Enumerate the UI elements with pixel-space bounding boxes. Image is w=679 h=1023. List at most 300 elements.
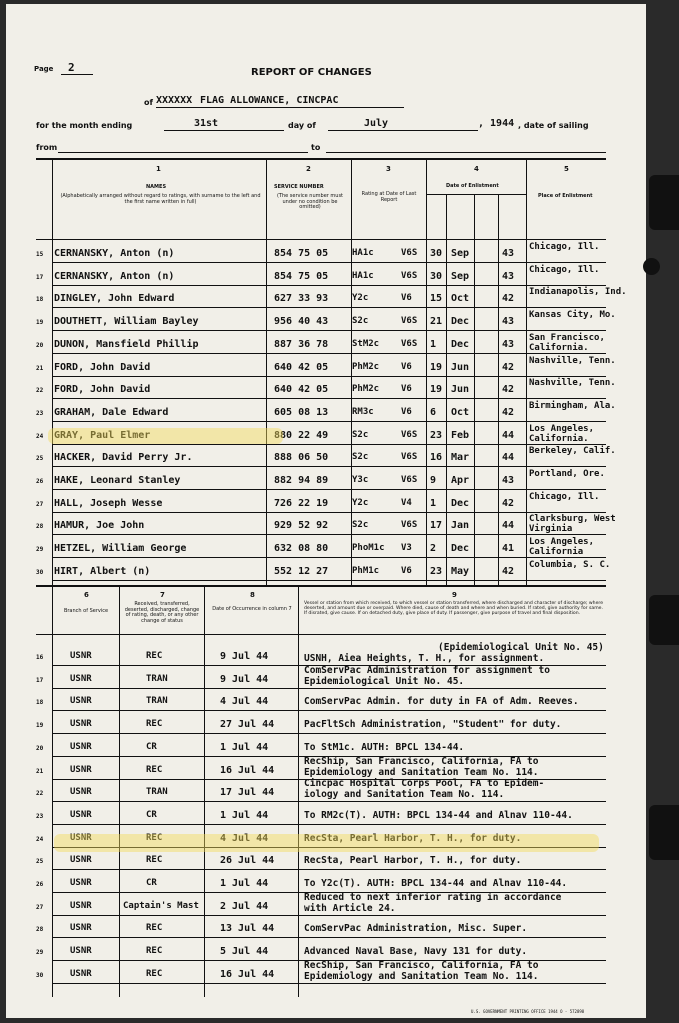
enlist-year-cell: 42: [502, 565, 515, 577]
row-rule: [52, 398, 606, 399]
service-number-cell: 726 22 19: [274, 497, 329, 509]
table-row: [6, 446, 646, 466]
printing-office-footer: U.S. GOVERNMENT PRINTING OFFICE 1944 O - 572898: [471, 1009, 585, 1014]
table-row: [6, 920, 646, 937]
table-row: [6, 287, 646, 307]
rating-cell: PhM1c: [352, 565, 380, 576]
enlist-day-cell: 1: [430, 338, 437, 350]
place-cell: Nashville, Tenn.: [529, 378, 616, 389]
enlist-year-cell: 44: [502, 429, 515, 441]
enlist-month-cell: Dec: [451, 497, 470, 509]
row-number: 22: [36, 790, 44, 798]
date-cell: 16 Jul 44: [220, 764, 275, 776]
row-number: 17: [36, 273, 44, 281]
row-rule: [52, 489, 606, 490]
date-cell: 16 Jul 44: [220, 968, 275, 980]
change-cell: CR: [146, 741, 157, 752]
service-number-cell: 627 33 93: [274, 293, 329, 305]
place-cell: Chicago, Ill.: [529, 264, 600, 275]
enlist-day-cell: 6: [430, 406, 437, 418]
binder-tab-3: [649, 805, 679, 860]
remarks-line: Advanced Naval Base, Navy 131 for duty.: [304, 946, 528, 958]
change-cell: CR: [146, 878, 157, 888]
row-rule: [52, 534, 606, 535]
enlist-year-cell: 43: [502, 316, 515, 328]
row-number: 30: [36, 971, 44, 979]
place-cell: Chicago, Ill.: [529, 242, 600, 252]
row-rule: [52, 466, 606, 467]
class-cell: V6S: [401, 338, 418, 349]
name-cell: FORD, John David: [54, 361, 151, 373]
class-cell: V6: [401, 361, 412, 372]
branch-cell: USNR: [70, 946, 92, 957]
name-cell: CERNANSKY, Anton (n): [54, 248, 175, 259]
change-cell: TRAN: [146, 696, 168, 707]
rating-cell: StM2c: [352, 338, 380, 349]
name-cell: DUNON, Mansfield Phillip: [54, 338, 199, 350]
row-rule: [52, 710, 606, 711]
remarks-line: with Article 24.: [304, 902, 396, 914]
service-number-cell: 632 08 80: [274, 543, 329, 555]
branch-cell: USNR: [70, 968, 92, 979]
table-row: [6, 943, 646, 960]
place-cell: Indianapolis, Ind.: [529, 287, 627, 298]
page-number: 2: [68, 61, 75, 74]
enlist-day-cell: 21: [430, 316, 443, 328]
row-number: 16: [36, 654, 44, 661]
remarks-line: RecShip, San Francisco, California, FA to: [304, 959, 539, 971]
row-rule: [52, 330, 606, 331]
enlist-month-cell: Apr: [451, 475, 470, 486]
enlist-month-cell: Jun: [451, 384, 470, 396]
name-cell: GRAHAM, Dale Edward: [54, 406, 169, 418]
highlight-gray-name: [48, 428, 283, 444]
col-5-number: 5: [564, 165, 569, 173]
table-row: [6, 332, 646, 353]
service-note: (The service number must under no condition be omitted): [276, 193, 344, 210]
remarks-line: RecShip, San Francisco, California, FA to: [304, 755, 539, 767]
date-enlistment-header: Date of Enlistment: [446, 183, 499, 189]
remarks-line: Epidemiology and Sanitation Team No. 114.: [304, 766, 539, 778]
row-number: 18: [36, 699, 44, 707]
change-cell: REC: [146, 719, 163, 730]
branch-cell: USNR: [70, 855, 92, 866]
enlist-year-cell: 43: [502, 475, 515, 486]
date-cell: 1 Jul 44: [220, 809, 269, 821]
remarks-line: ComServPac Administration for assignment to: [304, 664, 550, 676]
table-row: [6, 852, 646, 869]
table-row: [6, 664, 646, 688]
enlist-month-cell: Feb: [451, 429, 470, 441]
row-rule: [52, 869, 606, 870]
table-row: [6, 755, 646, 779]
row-rule: [52, 983, 606, 984]
enlist-year-cell: 42: [502, 406, 515, 418]
service-number-cell: 888 06 50: [274, 452, 329, 464]
row-number: 29: [36, 949, 44, 957]
remarks-line: Reduced to next inferior rating in accordance: [304, 891, 562, 903]
change-cell: Captain's Mast: [123, 900, 199, 911]
enlist-day-cell: 2: [430, 543, 437, 555]
place-cell: Birmingham, Ala.: [529, 400, 616, 411]
branch-cell: USNR: [70, 832, 92, 843]
row-number: 23: [36, 812, 44, 820]
enlist-month-cell: Jan: [451, 520, 470, 532]
row-rule: [52, 421, 606, 422]
rating-cell: PhM2c: [352, 361, 380, 372]
remarks-line: RecSta, Pearl Harbor, T. H., for duty.: [304, 832, 522, 844]
class-cell: V6S: [401, 429, 418, 440]
row-number: 25: [36, 858, 44, 866]
rating-cell: S2c: [352, 520, 369, 531]
enlist-year-cell: 43: [502, 338, 515, 350]
table-row: [6, 778, 646, 801]
name-cell: DOUTHETT, William Bayley: [54, 316, 199, 328]
struck-text: XXXXXX: [156, 95, 193, 106]
change-cell: REC: [146, 968, 163, 979]
binder-tab-1: [649, 175, 679, 230]
row-number: 25: [36, 455, 44, 463]
class-cell: V6: [401, 293, 412, 304]
change-header: Received, transferred, deserted, discharged, change of rating, death, or any other change of status: [124, 601, 200, 624]
remarks-line: ComServPac Admin. for duty in FA of Adm. Reeves.: [304, 696, 579, 708]
name-cell: FORD, John David: [54, 384, 151, 396]
place-cell: Los Angeles, California.: [529, 423, 595, 444]
name-cell: HETZEL, William George: [54, 543, 187, 555]
table-row: [6, 469, 646, 489]
col-2-number: 2: [306, 165, 311, 173]
enlist-year-cell: 42: [502, 361, 515, 373]
service-number-cell: 640 42 05: [274, 384, 329, 396]
row-number: 27: [36, 500, 44, 508]
enlist-year-cell: 41: [502, 543, 515, 555]
row-rule: [52, 557, 606, 558]
row-number: 22: [36, 387, 44, 395]
name-cell: HAKE, Leonard Stanley: [54, 475, 181, 486]
page-label: Page: [34, 65, 54, 73]
row-number: 29: [36, 546, 44, 554]
place-cell: Columbia, S. C.: [529, 559, 611, 570]
change-cell: CR: [146, 809, 157, 820]
remarks-line: iology and Sanitation Team No. 114.: [304, 789, 505, 801]
enlist-month-cell: Jun: [451, 361, 470, 373]
name-cell: HALL, Joseph Wesse: [54, 497, 163, 509]
place-cell: Kansas City, Mo.: [529, 310, 616, 321]
enlist-month-cell: Sep: [451, 270, 470, 282]
table-row: [6, 514, 646, 535]
table-row: [6, 400, 646, 421]
remarks-line: To RM2c(T). AUTH: BPCL 134-44 and Alnav 110-44.: [304, 809, 573, 821]
row-number: 20: [36, 744, 44, 752]
date-cell: 4 Jul 44: [220, 696, 269, 708]
enlist-day-cell: 23: [430, 565, 443, 577]
service-number-cell: 854 75 05: [274, 248, 329, 259]
names-note: (Alphabetically arranged without regard to ratings, with surname to the left and the first name written in full): [60, 193, 261, 205]
table-row: [6, 642, 646, 665]
remarks-line: Cincpac Hospital Corps Pool, FA to Epidem-: [304, 778, 545, 790]
service-number-cell: 640 42 05: [274, 361, 329, 373]
row-number: 21: [36, 767, 44, 775]
rating-cell: Y2c: [352, 293, 369, 304]
rating-cell: S2c: [352, 429, 369, 440]
name-cell: HIRT, Albert (n): [54, 565, 151, 577]
row-number: 19: [36, 722, 44, 730]
row-rule: [52, 801, 606, 802]
table-row: [6, 891, 646, 915]
place-enlistment-header: Place of Enlistment: [538, 193, 593, 199]
table-row: [6, 242, 646, 262]
enlist-day-cell: 9: [430, 475, 437, 486]
date-cell: 17 Jul 44: [220, 787, 275, 799]
remarks-line: USNH, Aiea Heights, T. H., for assignment.: [304, 653, 545, 664]
date-occurrence-header: Date of Occurrence in column 7: [212, 606, 292, 612]
enlist-month-cell: May: [451, 565, 470, 577]
enlist-day-cell: 19: [430, 384, 443, 396]
rating-cell: HA1c: [352, 270, 374, 281]
enlist-month-cell: Dec: [451, 338, 470, 350]
service-number-cell: 887 36 78: [274, 338, 329, 350]
row-rule: [52, 824, 606, 825]
name-cell: HAMUR, Joe John: [54, 520, 145, 532]
table-row: [6, 807, 646, 824]
date-cell: 4 Jul 44: [220, 832, 269, 844]
table-row: [6, 264, 646, 285]
change-cell: REC: [146, 651, 163, 661]
enlist-month-cell: Dec: [451, 316, 470, 328]
table-row: [6, 875, 646, 892]
row-rule: [52, 376, 606, 377]
col-3-number: 3: [386, 165, 391, 173]
enlist-year-cell: 42: [502, 497, 515, 509]
table-row: [6, 693, 646, 710]
date-cell: 9 Jul 44: [220, 651, 269, 662]
table-row: [6, 355, 646, 376]
date-sailing-label: , date of sailing: [518, 121, 589, 130]
date-cell: 13 Jul 44: [220, 923, 275, 935]
change-cell: REC: [146, 923, 163, 934]
row-number: 30: [36, 568, 44, 576]
col-7-number: 7: [160, 591, 165, 599]
row-number: 15: [36, 251, 44, 258]
remarks-line: ComServPac Administration, Misc. Super.: [304, 923, 528, 935]
class-cell: V6S: [401, 248, 418, 258]
branch-cell: USNR: [70, 764, 92, 775]
row-number: 19: [36, 319, 44, 327]
row-rule: [52, 688, 606, 689]
table-row: [6, 491, 646, 512]
enlist-day-cell: 30: [430, 270, 443, 282]
day-of-label: day of: [288, 121, 316, 130]
rating-cell: PhoM1c: [352, 543, 385, 554]
enlist-year-cell: 42: [502, 384, 515, 396]
class-cell: V3: [401, 543, 412, 554]
row-number: 17: [36, 676, 44, 684]
table-row: [6, 310, 646, 330]
table-row: [6, 559, 646, 580]
enlist-year-cell: 43: [502, 270, 515, 282]
service-number-cell: 882 94 89: [274, 475, 329, 486]
page-title: REPORT OF CHANGES: [251, 67, 372, 78]
branch-cell: USNR: [70, 741, 92, 752]
class-cell: V6: [401, 565, 412, 576]
enlist-day-cell: 1: [430, 497, 437, 509]
place-cell: San Francisco, California.: [529, 332, 605, 353]
branch-cell: USNR: [70, 900, 92, 911]
class-cell: V6: [401, 406, 412, 417]
service-number-cell: 929 52 92: [274, 520, 329, 532]
class-cell: V6: [401, 384, 412, 395]
rating-cell: S2c: [352, 316, 369, 327]
enlist-day-cell: 19: [430, 361, 443, 373]
branch-header: Branch of Service: [63, 608, 109, 614]
table-row: [6, 739, 646, 756]
remarks-line: To Y2c(T). AUTH: BPCL 134-44 and Alnav 110-44.: [304, 878, 568, 889]
remarks-line: To StM1c. AUTH: BPCL 134-44.: [304, 741, 465, 753]
month-value: July: [364, 118, 389, 129]
row-rule: [52, 512, 606, 513]
day-value: 31st: [194, 118, 219, 129]
enlist-month-cell: Sep: [451, 248, 470, 259]
rating-cell: PhM2c: [352, 384, 380, 395]
enlist-day-cell: 15: [430, 293, 443, 305]
row-number: 18: [36, 296, 44, 304]
date-cell: 26 Jul 44: [220, 855, 275, 867]
row-rule: [52, 285, 606, 286]
row-number: 23: [36, 409, 44, 417]
row-number: 28: [36, 926, 44, 934]
place-cell: Chicago, Ill.: [529, 491, 600, 502]
service-number-cell: 956 40 43: [274, 316, 329, 328]
enlist-year-cell: 43: [502, 248, 515, 259]
remarks-line: RecSta, Pearl Harbor, T. H., for duty.: [304, 855, 522, 867]
class-cell: V6S: [401, 270, 418, 281]
class-cell: V4: [401, 497, 412, 508]
enlist-month-cell: Oct: [451, 293, 470, 305]
row-number: 28: [36, 523, 44, 531]
vessel-header: Vessel or station from which received, to which vessel or station transferred, where discharged and character of discharge; where deserted, and amount due or overpaid. Where died, cause of death and where and when buried. If rated, give authority for same. If disrated, give cause. If on detached duty, give place of duty. If passenger, give purpose of travel and final disposition.: [304, 601, 604, 617]
enlist-day-cell: 30: [430, 248, 443, 259]
enlist-day-cell: 16: [430, 452, 443, 464]
col-1-number: 1: [156, 165, 161, 173]
place-cell: Clarksburg, West Virginia: [529, 514, 616, 535]
change-cell: TRAN: [146, 787, 168, 798]
name-cell: GRAY, Paul Elmer: [54, 429, 151, 441]
row-number: 24: [36, 835, 44, 843]
place-cell: Nashville, Tenn.: [529, 355, 616, 366]
col-6-number: 6: [84, 591, 89, 599]
row-rule: [52, 733, 606, 734]
date-cell: 5 Jul 44: [220, 946, 269, 958]
remarks-line: Epidemiological Unit No. 45.: [304, 675, 465, 687]
remarks-line: PacFltSch Administration, "Student" for duty.: [304, 719, 562, 731]
change-cell: REC: [146, 764, 163, 775]
row-rule: [52, 262, 606, 263]
name-cell: CERNANSKY, Anton (n): [54, 270, 175, 282]
table-row: [6, 716, 646, 733]
name-cell: DINGLEY, John Edward: [54, 293, 175, 305]
row-number: 26: [36, 478, 44, 485]
rating-cell: S2c: [352, 452, 369, 463]
report-page: [6, 4, 646, 1018]
rating-cell: Y3c: [352, 475, 369, 485]
col-8-number: 8: [250, 591, 255, 599]
enlist-month-cell: Dec: [451, 543, 470, 555]
branch-cell: USNR: [70, 651, 92, 661]
col-9-number: 9: [452, 591, 457, 599]
place-cell: Portland, Ore.: [529, 469, 605, 479]
for-month-label: for the month ending: [36, 121, 133, 130]
punch-hole-1: [643, 258, 660, 275]
class-cell: V6S: [401, 475, 418, 485]
row-rule: [52, 307, 606, 308]
row-rule: [52, 580, 606, 581]
enlist-year-cell: 44: [502, 452, 515, 464]
change-cell: REC: [146, 946, 163, 957]
table-row: [6, 378, 646, 398]
service-number-cell: 552 12 27: [274, 565, 329, 577]
service-number-header: SERVICE NUMBER: [274, 184, 324, 190]
date-cell: 9 Jul 44: [220, 673, 269, 685]
enlist-day-cell: 17: [430, 520, 443, 532]
service-number-cell: 854 75 05: [274, 270, 329, 282]
col-4-number: 4: [474, 165, 479, 173]
name-cell: HACKER, David Perry Jr.: [54, 452, 193, 464]
rating-cell: Y2c: [352, 497, 369, 508]
branch-cell: USNR: [70, 809, 92, 820]
enlist-month-cell: Mar: [451, 452, 470, 464]
enlist-day-cell: 23: [430, 429, 443, 441]
branch-cell: USNR: [70, 719, 92, 730]
of-label: of: [144, 98, 153, 107]
class-cell: V6S: [401, 520, 418, 531]
enlist-year-cell: 44: [502, 520, 515, 532]
remarks-line: Epidemiology and Sanitation Team No. 114.: [304, 970, 539, 982]
date-cell: 2 Jul 44: [220, 900, 269, 912]
table-row: [6, 537, 646, 558]
row-number: 21: [36, 364, 44, 372]
rating-cell: HA1c: [352, 248, 374, 258]
place-cell: Los Angeles, California: [529, 537, 595, 558]
remarks-line: (Epidemiological Unit No. 45): [438, 642, 604, 653]
branch-cell: USNR: [70, 696, 92, 707]
change-cell: TRAN: [146, 673, 168, 684]
change-cell: REC: [146, 832, 163, 843]
ship-name: FLAG ALLOWANCE, CINCPAC: [200, 95, 339, 106]
enlist-month-cell: Oct: [451, 406, 470, 418]
row-rule: [52, 937, 606, 938]
row-rule: [52, 353, 606, 354]
rating-cell: RM3c: [352, 406, 374, 417]
branch-cell: USNR: [70, 923, 92, 934]
row-number: 24: [36, 432, 44, 440]
row-number: 27: [36, 903, 44, 911]
highlight-gray-remarks: [54, 834, 599, 852]
branch-cell: USNR: [70, 787, 92, 798]
table-row: [6, 959, 646, 983]
row-rule: [52, 915, 606, 916]
enlist-year-cell: 42: [502, 293, 515, 305]
branch-cell: USNR: [70, 878, 92, 888]
names-header: NAMES: [146, 184, 167, 190]
from-label: from: [36, 143, 58, 152]
class-cell: V6S: [401, 452, 418, 463]
row-number: 20: [36, 341, 44, 349]
rating-header: Rating at Date of Last Report: [361, 191, 417, 203]
change-cell: REC: [146, 855, 163, 866]
class-cell: V6S: [401, 316, 418, 327]
to-label: to: [311, 143, 321, 152]
row-number: 26: [36, 881, 44, 888]
